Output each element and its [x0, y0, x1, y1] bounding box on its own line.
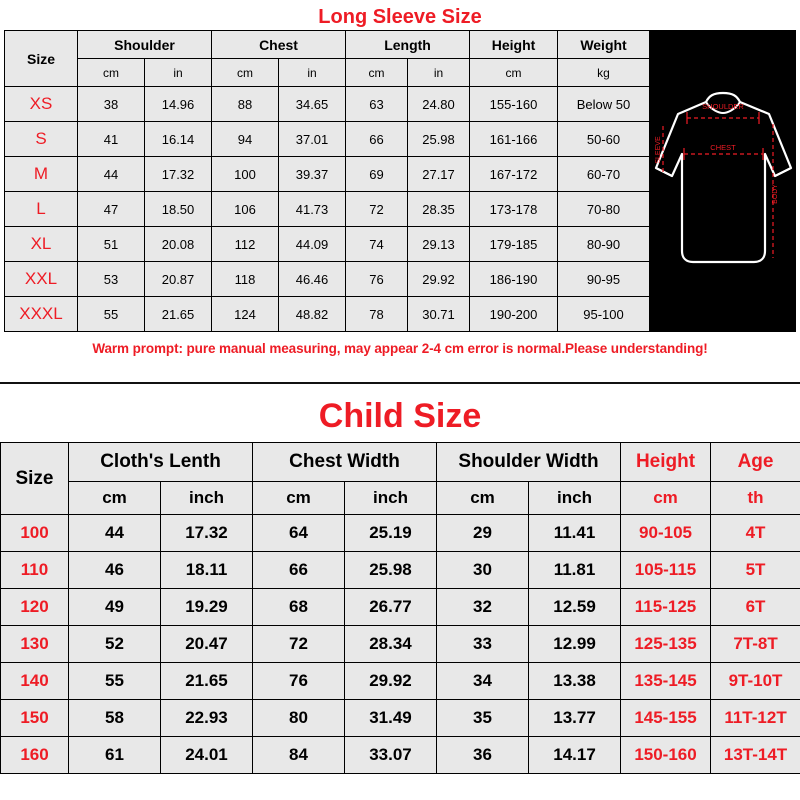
child-group-shoulder: Shoulder Width — [437, 443, 621, 482]
cell: 29 — [437, 515, 529, 552]
cell: 31.49 — [345, 700, 437, 737]
child-unit-length-cm: cm — [69, 482, 161, 515]
cell: 13T-14T — [711, 737, 800, 774]
sleeve-measure-label: SLEEVE — [654, 136, 662, 164]
table-row — [5, 192, 650, 227]
cell: 46.46 — [279, 262, 346, 297]
child-group-length: Cloth's Lenth — [69, 443, 253, 482]
cell: 18.50 — [145, 192, 212, 227]
cell: 115-125 — [621, 589, 711, 626]
cell: 32 — [437, 589, 529, 626]
cell: 11.81 — [529, 552, 621, 589]
cell: 21.65 — [145, 297, 212, 332]
cell: 44 — [78, 157, 145, 192]
cell: 34.65 — [279, 87, 346, 122]
adult-unit-shoulder-cm: cm — [78, 59, 145, 87]
cell: 20.47 — [161, 626, 253, 663]
cell: 135-145 — [621, 663, 711, 700]
cell: 38 — [78, 87, 145, 122]
cell: 80 — [253, 700, 345, 737]
adult-size-xl: XL — [5, 227, 78, 262]
child-size-110: 110 — [1, 552, 69, 589]
child-size-130: 130 — [1, 626, 69, 663]
cell: 24.01 — [161, 737, 253, 774]
shirt-icon — [651, 76, 796, 286]
table-row — [1, 589, 800, 626]
cell: 47 — [78, 192, 145, 227]
cell: 88 — [212, 87, 279, 122]
cell: 22.93 — [161, 700, 253, 737]
cell: 50-60 — [558, 122, 650, 157]
cell: 55 — [78, 297, 145, 332]
adult-size-xxxl: XXXL — [5, 297, 78, 332]
cell: 106 — [212, 192, 279, 227]
table-row — [5, 122, 650, 157]
cell: 13.77 — [529, 700, 621, 737]
adult-unit-height-cm: cm — [470, 59, 558, 87]
adult-unit-length-cm: cm — [346, 59, 408, 87]
cell: 25.98 — [345, 552, 437, 589]
cell: 35 — [437, 700, 529, 737]
adult-size-table — [4, 30, 650, 332]
table-row — [1, 552, 800, 589]
table-row — [5, 227, 650, 262]
cell: 94 — [212, 122, 279, 157]
table-row — [1, 737, 800, 774]
cell: 112 — [212, 227, 279, 262]
cell: 29.92 — [345, 663, 437, 700]
cell: 46 — [69, 552, 161, 589]
table-row — [5, 87, 650, 122]
adult-title: Long Sleeve Size — [318, 6, 482, 28]
cell: 68 — [253, 589, 345, 626]
cell: 70-80 — [558, 192, 650, 227]
cell: 20.08 — [145, 227, 212, 262]
child-size-150: 150 — [1, 700, 69, 737]
cell: 39.37 — [279, 157, 346, 192]
cell: 44.09 — [279, 227, 346, 262]
cell: 5T — [711, 552, 800, 589]
adult-group-shoulder: Shoulder — [78, 31, 212, 59]
cell: 28.34 — [345, 626, 437, 663]
cell: 90-105 — [621, 515, 711, 552]
table-row — [5, 157, 650, 192]
cell: 64 — [253, 515, 345, 552]
cell: 13.38 — [529, 663, 621, 700]
table-row — [1, 626, 800, 663]
cell: 19.29 — [161, 589, 253, 626]
adult-unit-length-in: in — [408, 59, 470, 87]
cell: 33 — [437, 626, 529, 663]
child-header-units — [1, 482, 800, 515]
adult-group-weight: Weight — [558, 31, 650, 59]
cell: 58 — [69, 700, 161, 737]
cell: 52 — [69, 626, 161, 663]
cell: 95-100 — [558, 297, 650, 332]
cell: 28.35 — [408, 192, 470, 227]
cell: 7T-8T — [711, 626, 800, 663]
adult-size-m: M — [5, 157, 78, 192]
cell: 9T-10T — [711, 663, 800, 700]
table-row — [1, 700, 800, 737]
cell: 145-155 — [621, 700, 711, 737]
cell: 30.71 — [408, 297, 470, 332]
cell: 21.65 — [161, 663, 253, 700]
table-row — [5, 262, 650, 297]
adult-size-xxl: XXL — [5, 262, 78, 297]
cell: 66 — [253, 552, 345, 589]
cell: 25.19 — [345, 515, 437, 552]
cell: 186-190 — [470, 262, 558, 297]
adult-size-l: L — [5, 192, 78, 227]
cell: 48.82 — [279, 297, 346, 332]
child-header-groups — [1, 443, 800, 482]
cell: 34 — [437, 663, 529, 700]
adult-group-height: Height — [470, 31, 558, 59]
cell: 17.32 — [145, 157, 212, 192]
measuring-warning: Warm prompt: pure manual measuring, may appear 2-4 cm error is normal.Please understanding! — [92, 341, 708, 356]
adult-size-xs: XS — [5, 87, 78, 122]
cell: Below 50 — [558, 87, 650, 122]
body-measure-label: BODY — [771, 184, 779, 204]
cell: 105-115 — [621, 552, 711, 589]
adult-unit-shoulder-in: in — [145, 59, 212, 87]
cell: 17.32 — [161, 515, 253, 552]
table-row — [1, 515, 800, 552]
cell: 51 — [78, 227, 145, 262]
child-unit-shoulder-inch: inch — [529, 482, 621, 515]
cell: 124 — [212, 297, 279, 332]
cell: 26.77 — [345, 589, 437, 626]
child-size-section — [0, 382, 800, 797]
cell: 44 — [69, 515, 161, 552]
chest-measure-label: CHEST — [709, 143, 736, 152]
child-size-160: 160 — [1, 737, 69, 774]
adult-header-groups — [5, 31, 650, 59]
child-group-height: Height — [621, 443, 711, 482]
cell: 11.41 — [529, 515, 621, 552]
cell: 74 — [346, 227, 408, 262]
child-size-table — [0, 442, 800, 774]
cell: 60-70 — [558, 157, 650, 192]
adult-header-units — [5, 59, 650, 87]
child-unit-shoulder-cm: cm — [437, 482, 529, 515]
child-unit-height-cm: cm — [621, 482, 711, 515]
garment-diagram-panel — [650, 30, 796, 332]
long-sleeve-shirt-illustration — [651, 76, 796, 286]
cell: 55 — [69, 663, 161, 700]
cell: 36 — [437, 737, 529, 774]
cell: 41.73 — [279, 192, 346, 227]
cell: 72 — [253, 626, 345, 663]
cell: 173-178 — [470, 192, 558, 227]
child-unit-age-th: th — [711, 482, 800, 515]
child-title: Child Size — [318, 397, 482, 435]
child-size-120: 120 — [1, 589, 69, 626]
cell: 29.92 — [408, 262, 470, 297]
adult-unit-weight-kg: kg — [558, 59, 650, 87]
cell: 25.98 — [408, 122, 470, 157]
child-group-chest: Chest Width — [253, 443, 437, 482]
child-unit-chest-cm: cm — [253, 482, 345, 515]
child-unit-chest-inch: inch — [345, 482, 437, 515]
cell: 78 — [346, 297, 408, 332]
cell: 80-90 — [558, 227, 650, 262]
adult-table-and-diagram — [0, 30, 800, 332]
cell: 118 — [212, 262, 279, 297]
child-unit-length-inch: inch — [161, 482, 253, 515]
cell: 27.17 — [408, 157, 470, 192]
cell: 76 — [253, 663, 345, 700]
cell: 63 — [346, 87, 408, 122]
cell: 18.11 — [161, 552, 253, 589]
cell: 69 — [346, 157, 408, 192]
cell: 37.01 — [279, 122, 346, 157]
cell: 41 — [78, 122, 145, 157]
adult-unit-chest-in: in — [279, 59, 346, 87]
cell: 155-160 — [470, 87, 558, 122]
cell: 72 — [346, 192, 408, 227]
cell: 84 — [253, 737, 345, 774]
cell: 90-95 — [558, 262, 650, 297]
table-row — [5, 297, 650, 332]
adult-size-s: S — [5, 122, 78, 157]
cell: 29.13 — [408, 227, 470, 262]
cell: 190-200 — [470, 297, 558, 332]
cell: 11T-12T — [711, 700, 800, 737]
cell: 53 — [78, 262, 145, 297]
cell: 161-166 — [470, 122, 558, 157]
cell: 12.59 — [529, 589, 621, 626]
cell: 179-185 — [470, 227, 558, 262]
child-size-header: Size — [1, 443, 69, 515]
cell: 76 — [346, 262, 408, 297]
cell: 24.80 — [408, 87, 470, 122]
cell: 125-135 — [621, 626, 711, 663]
adult-size-header: Size — [5, 31, 78, 87]
cell: 49 — [69, 589, 161, 626]
adult-size-section — [0, 0, 800, 382]
cell: 61 — [69, 737, 161, 774]
cell: 167-172 — [470, 157, 558, 192]
child-size-140: 140 — [1, 663, 69, 700]
cell: 66 — [346, 122, 408, 157]
cell: 150-160 — [621, 737, 711, 774]
cell: 30 — [437, 552, 529, 589]
cell: 20.87 — [145, 262, 212, 297]
table-row — [1, 663, 800, 700]
shoulder-measure-label: SHOULDER — [701, 102, 744, 111]
cell: 100 — [212, 157, 279, 192]
adult-group-length: Length — [346, 31, 470, 59]
adult-group-chest: Chest — [212, 31, 346, 59]
cell: 16.14 — [145, 122, 212, 157]
cell: 33.07 — [345, 737, 437, 774]
cell: 6T — [711, 589, 800, 626]
child-group-age: Age — [711, 443, 800, 482]
child-size-100: 100 — [1, 515, 69, 552]
cell: 12.99 — [529, 626, 621, 663]
cell: 14.96 — [145, 87, 212, 122]
cell: 4T — [711, 515, 800, 552]
cell: 14.17 — [529, 737, 621, 774]
adult-unit-chest-cm: cm — [212, 59, 279, 87]
